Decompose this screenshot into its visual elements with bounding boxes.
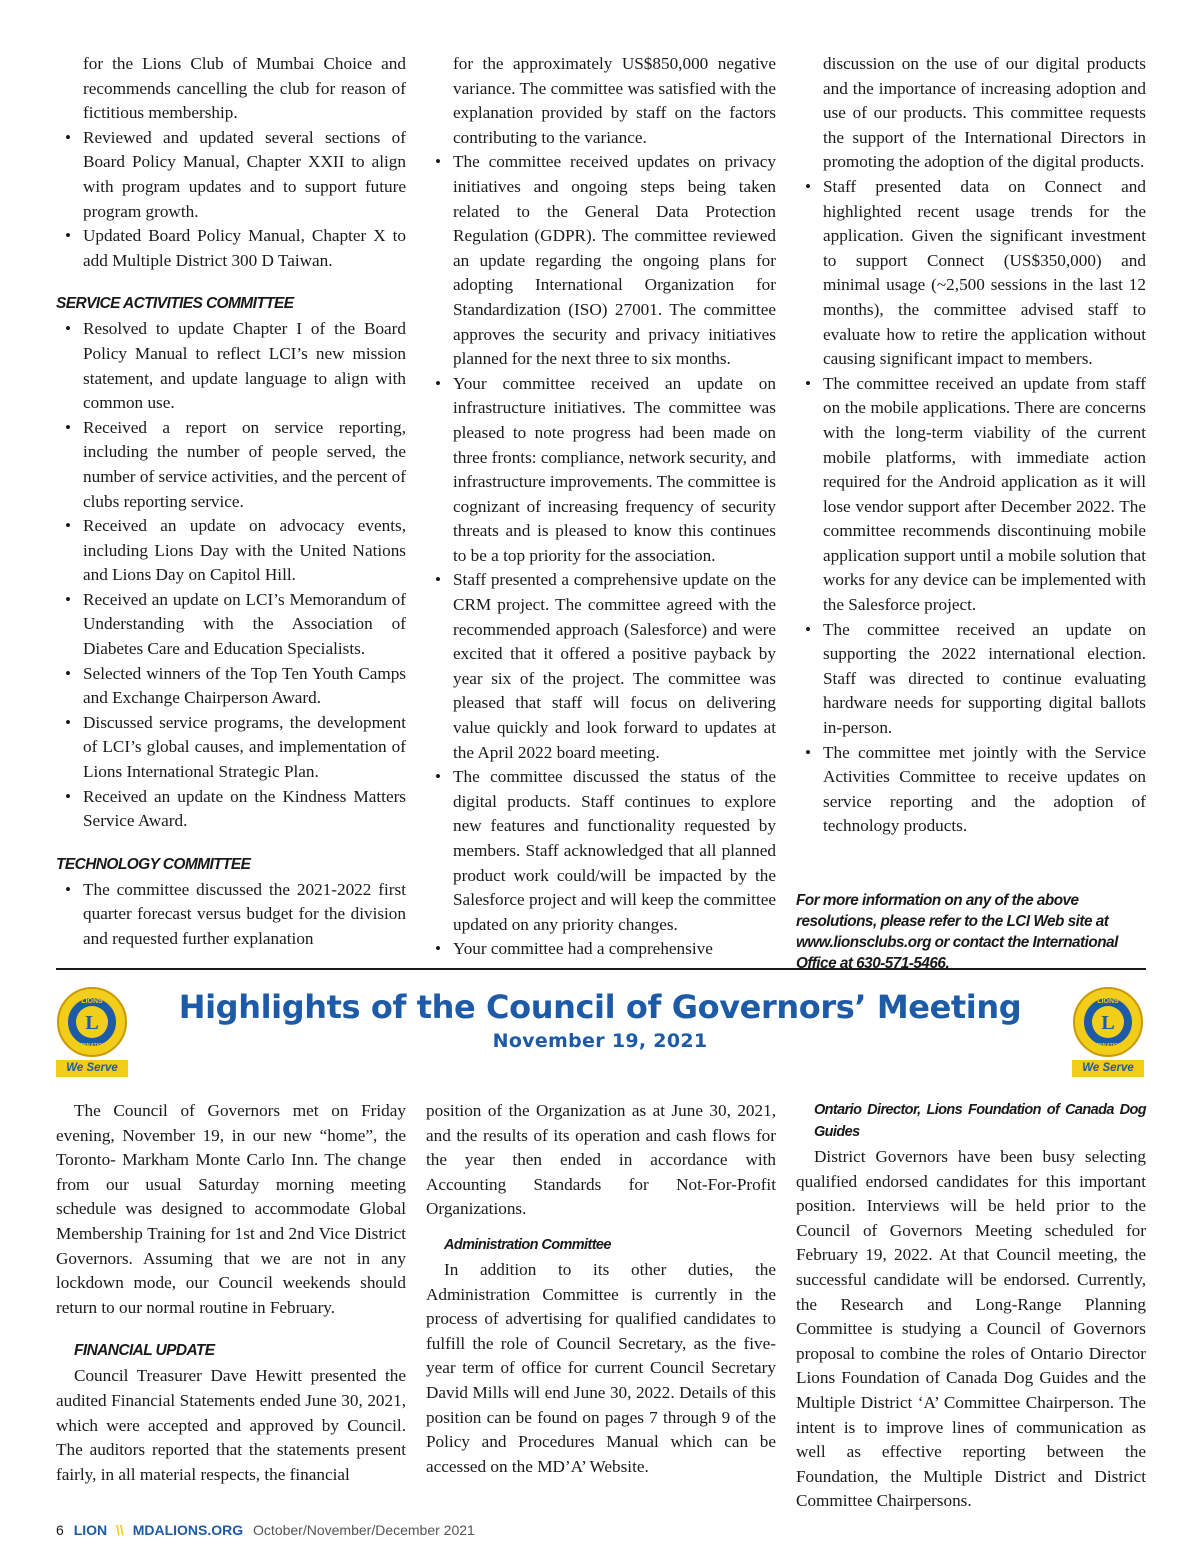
list-item: • The committee received an update from staff on the mobile applications. There are concerns with the long-term viability of the current mobile platforms, with immediate action required for the Android application as it will lose vendor support after December 2022. The committee recommends discontinuing mobile application support until a mobile solution that works for any device can be implemented with the Salesforce project. [796, 372, 1146, 618]
we-serve-badge: We Serve [56, 1060, 128, 1077]
lions-emblem-icon [1072, 986, 1144, 1058]
logo-ring-bottom: INTERNATIONAL [1087, 1043, 1129, 1049]
technology-list [56, 878, 406, 952]
logo-letter: L [85, 1012, 99, 1034]
list-item: • Updated Board Policy Manual, Chapter X to add Multiple District 300 D Taiwan. [56, 224, 406, 273]
administration-paragraph: In addition to its other duties, the Administration Committee is currently in the process of advertising for qualified candidates to fulfill the role of Council Secretary, as the five-year term of office for current Council Secretary David Mills will end June 30, 2022. Details of this position can be found on pages 7 through 9 of the Policy and Procedures Manual which can be accessed on the MD’A’ Website. [426, 1259, 776, 1476]
administration-committee-heading: Administration Committee [444, 1236, 611, 1253]
list-item: • Received a report on service reporting, including the number of people served, the number of service activities, and the percent of clubs reporting service. [56, 416, 406, 514]
col2-continuation: for the approximately US$850,000 negative variance. The committee was satisfied with the explanation provided by staff on the factors contributing to the variance. [453, 54, 776, 147]
lions-logo-left [56, 986, 128, 1082]
page-footer [56, 1520, 475, 1540]
footer-issue-date: October/November/December 2021 [253, 1522, 475, 1538]
col1-continuation: for the Lions Club of Mumbai Choice and recommends cancelling the club for reason of fictitious membership. [83, 54, 406, 123]
list-item: • Discussed service programs, the development of LCI’s global causes, and implementation of Lions International Strategic Plan. [56, 711, 406, 785]
list-item: • Received an update on advocacy events, including Lions Day with the United Nations and Lions Day on Capitol Hill. [56, 514, 406, 588]
technology-heading: TECHNOLOGY COMMITTEE [56, 855, 251, 873]
col3-continuation: discussion on the use of our digital products and the importance of increasing adoption and use of our products. This committee requests the support of the International Directors in promoting the adoption of the digital products. [823, 54, 1146, 172]
page-number: 6 [56, 1522, 64, 1538]
footer-separator: \\ [116, 1522, 124, 1538]
top-column-3 [796, 52, 1146, 839]
meeting-highlights-title: Highlights of the Council of Governors’ Meeting [178, 988, 1022, 1026]
lions-emblem-icon [56, 986, 128, 1058]
list-item: • The committee discussed the status of the digital products. Staff continues to explore new features and functionality requested by members. Staff acknowledged that all planned product work could/will be impacted by the Salesforce project and will keep the committee updated on any priority changes. [426, 765, 776, 937]
list-item: • Your committee received an update on infrastructure initiatives. The committee was pleased to note progress had been made on three fronts: compliance, network security, and infrastructure improvements. The committee is cognizant of increasing frequency of security threats and is pleased to know this continues to be a top priority for the association. [426, 372, 776, 569]
list-item: • Staff presented a comprehensive update on the CRM project. The committee agreed with the recommended approach (Salesforce) and were excited that it offered a positive payback by year six of the project. The committee was pleased that staff will focus on delivering value quickly and look forward to updates at the April 2022 board meeting. [426, 568, 776, 765]
footer-brand: LION [73, 1522, 108, 1538]
list-item: • The committee discussed the 2021-2022 first quarter forecast versus budget for the division and requested further explanation [56, 878, 406, 952]
list-item: • Selected winners of the Top Ten Youth Camps and Exchange Chairperson Award. [56, 662, 406, 711]
footer-site-link[interactable]: MDALIONS.ORG [132, 1522, 244, 1538]
council-intro-paragraph: The Council of Governors met on Friday evening, November 19, in our new “home”, the Toronto- Markham Monte Carlo Inn. The change from our usual Saturday morning meeting schedule was designed to accommodate Global Membership Training for 1st and 2nd Vice District Governors. Assuming that we are not in any lockdown mode, our Council weekends should return to our normal routine in February. [56, 1101, 406, 1317]
meeting-date: November 19, 2021 [492, 1030, 708, 1052]
section-divider [56, 968, 1146, 970]
bottom-column-3 [796, 1099, 1146, 1514]
list-item: • Your committee had a comprehensive [426, 937, 776, 962]
ontario-director-heading: Ontario Director, Lions Foundation of Canada Dog Guides [814, 1102, 1146, 1140]
list-item: • Reviewed and updated several sections of Board Policy Manual, Chapter XXII to align with program updates and to support future program growth. [56, 126, 406, 224]
list-item: • The committee received an update on supporting the 2022 international election. Staff was directed to continue evaluating hardware needs for supporting digital ballots in-person. [796, 618, 1146, 741]
bottom-column-1 [56, 1099, 406, 1487]
financial-update-paragraph: Council Treasurer Dave Hewitt presented the audited Financial Statements ended June 30, 2021, which were accepted and approved by Council. The auditors reported that the statements present fairly, in all material respects, the financial [56, 1366, 406, 1484]
logo-letter: L [1101, 1012, 1115, 1034]
bottom-column-2 [426, 1099, 776, 1479]
col1-intro-list [56, 126, 406, 274]
col3-list [796, 175, 1146, 839]
service-activities-heading: SERVICE ACTIVITIES COMMITTEE [56, 295, 294, 313]
col2-list [426, 150, 776, 962]
list-item: • Resolved to update Chapter I of the Board Policy Manual to reflect LCI’s new mission statement, and update language to align with common use. [56, 317, 406, 415]
logo-ring-bottom: INTERNATIONAL [71, 1043, 113, 1049]
top-column-2 [426, 52, 776, 962]
service-activities-list [56, 317, 406, 833]
more-information-note: For more information on any of the above resolutions, please refer to the LCI Web site at www.lionsclubs.org or contact the International Office at 630-571-5466. [796, 892, 1118, 972]
list-item: • Received an update on the Kindness Matters Service Award. [56, 785, 406, 834]
top-column-1 [56, 52, 406, 952]
logo-ring-top: LIONS [81, 998, 103, 1005]
list-item: • Staff presented data on Connect and highlighted recent usage trends for the application. Given the significant investment to support Connect (US$350,000) and minimal usage (~2,500 sessions in the last 12 months), the committee advised staff to evaluate how to retire the application without causing significant impact to members. [796, 175, 1146, 372]
list-item: • The committee met jointly with the Service Activities Committee to receive updates on service reporting and the adoption of technology products. [796, 741, 1146, 839]
lions-logo-right [1072, 986, 1144, 1082]
list-item: • Received an update on LCI’s Memorandum of Understanding with the Association of Diabetes Care and Education Specialists. [56, 588, 406, 662]
ontario-director-paragraph: District Governors have been busy selecting qualified endorsed candidates for this important position. Interviews will be held prior to the Council of Governors Meeting scheduled for February 19, 2022. At that Council meeting, the successful candidate will be endorsed. Currently, the Research and Long-Range Planning Committee is studying a Council of Governors proposal to combine the roles of Ontario Director Lions Foundation of Canada Dog Guides and the Multiple District ‘A’ Committee Chairperson. The intent is to improve lines of communication as well as effective reporting between the Foundation, the Multiple District and District Committee Chairpersons. [796, 1147, 1146, 1511]
logo-ring-top: LIONS [1097, 998, 1119, 1005]
list-item: • The committee received updates on privacy initiatives and ongoing steps being taken related to the General Data Protection Regulation (GDPR). The committee reviewed an update regarding the ongoing plans for adopting International Organization for Standardization (ISO) 27001. The committee approves the security and privacy initiatives planned for the next three to six months. [426, 150, 776, 371]
financial-update-heading: FINANCIAL UPDATE [74, 1342, 215, 1360]
financial-continuation: position of the Organization as at June 30, 2021, and the results of its operation and cash flows for the year then ended in accordance with Accounting Standards for Not-For-Profit Organizations. [426, 1101, 776, 1219]
we-serve-badge: We Serve [1072, 1060, 1144, 1077]
